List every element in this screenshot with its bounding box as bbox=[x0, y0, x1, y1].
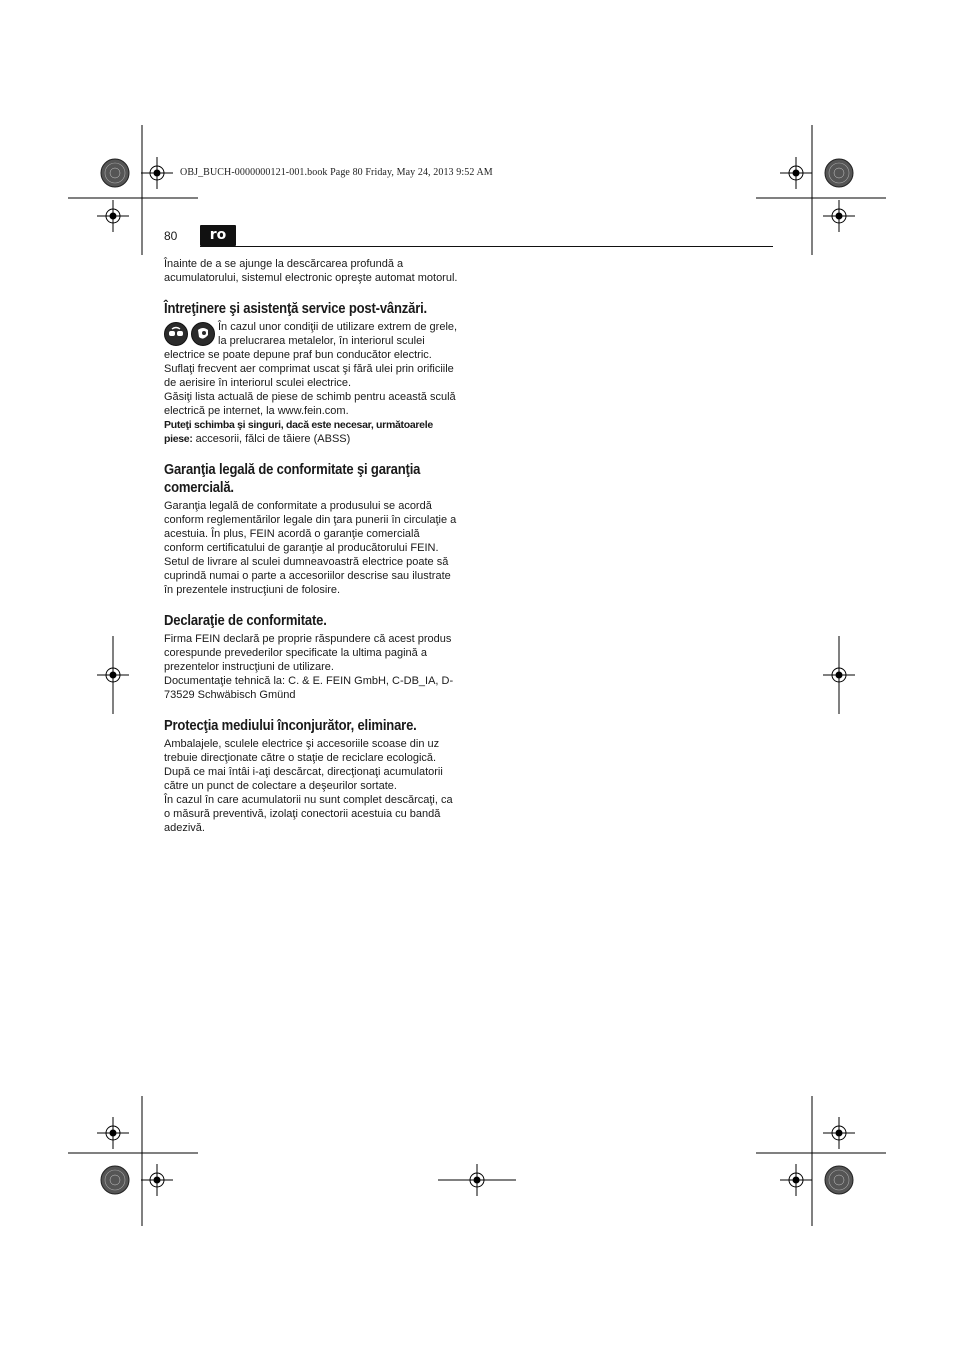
maintenance-paragraph-3 bbox=[164, 418, 460, 446]
dust-mask-icon bbox=[191, 322, 215, 346]
warranty-paragraph-1: Garanţia legală de conformitate a produsului se acordă conform reglementărilor legale din ţara punerii în circulaţie a acestuia. În plus, FEIN acordă o garanţie comercială conform certificatului de garanţie al producătorului FEIN. bbox=[164, 500, 457, 554]
color-bar-icon bbox=[101, 1166, 129, 1194]
page-number: 80 bbox=[164, 229, 178, 243]
main-column bbox=[164, 257, 460, 835]
maintenance-paragraph-2: Găsiţi lista actuală de piese de schimb pentru această sculă electrică pe internet, la www.fein.com. bbox=[164, 391, 456, 417]
color-bar-icon bbox=[825, 159, 853, 187]
header-divider bbox=[200, 246, 773, 247]
warranty-paragraph-2: Setul de livrare al sculei dumneavoastră electrice poate să cuprindă numai o parte a accesoriilor descrise sau ilustrate în prezentele instrucţiuni de folosire. bbox=[164, 556, 451, 596]
color-bar-icon bbox=[101, 159, 129, 187]
maintenance-bold-lead: Puteţi schimba şi singuri, dacă este necesar, următoarele piese: bbox=[164, 419, 433, 445]
maintenance-parts-list: accesorii, fălci de tăiere (ABSS) bbox=[192, 433, 351, 445]
intro-paragraph: Înainte de a se ajunge la descărcarea profundă a acumulatorului, sistemul electronic opreşte automat motorul. bbox=[164, 258, 458, 284]
section-title-declaration: Declaraţie de conformitate. bbox=[164, 613, 327, 629]
environment-paragraph-1: Ambalajele, sculele electrice şi accesoriile scoase din uz trebuie direcţionate către o staţie de reciclare ecologică. bbox=[164, 738, 440, 764]
section-title-warranty: Garanţia legală de conformitate şi garanţia comercială. bbox=[164, 462, 421, 496]
language-badge: ro bbox=[200, 225, 236, 246]
section-title-maintenance: Întreţinere şi asistenţă service post-vânzări. bbox=[164, 301, 427, 317]
safety-goggles-icon bbox=[164, 322, 188, 346]
declaration-paragraph-2: Documentaţie tehnică la: C. & E. FEIN GmbH, C-DB_IA, D-73529 Schwäbisch Gmünd bbox=[164, 675, 454, 701]
registration-mark-icon bbox=[141, 157, 173, 189]
color-bar-icon bbox=[825, 1166, 853, 1194]
print-slug: OBJ_BUCH-0000000121-001.book Page 80 Friday, May 24, 2013 9:52 AM bbox=[180, 167, 493, 178]
registration-mark-icon bbox=[97, 200, 129, 232]
registration-mark-icon bbox=[780, 1164, 812, 1196]
section-title-environment: Protecţia mediului înconjurător, eliminare. bbox=[164, 718, 417, 734]
environment-paragraph-3: În cazul în care acumulatorii nu sunt complet descărcaţi, ca o măsură preventivă, izolaţi conectorii acestuia cu bandă adezivă. bbox=[164, 794, 453, 834]
registration-mark-icon bbox=[97, 1117, 129, 1149]
environment-paragraph-2: După ce mai întâi i-aţi descărcat, direcţionaţi acumulatorii către un punct de colectare a deşeurilor sortate. bbox=[164, 766, 443, 792]
registration-mark-icon bbox=[780, 157, 812, 189]
declaration-paragraph-1: Firma FEIN declară pe proprie răspundere că acest produs corespunde prevederilor specificate la ultima pagină a prezentelor instrucţiuni de utilizare. bbox=[164, 633, 452, 673]
registration-mark-icon bbox=[141, 1164, 173, 1196]
maintenance-paragraph-1: În cazul unor condiţii de utilizare extrem de grele, la prelucrarea metalelor, în interiorul sculei electrice se poate depune praf bun conducător electric. Suflaţi frecvent aer comprimat uscat şi fără ulei prin orificiile de aerisire în interiorul sculei electrice. bbox=[164, 321, 458, 389]
maintenance-body bbox=[164, 320, 460, 390]
registration-mark-icon bbox=[823, 200, 855, 232]
registration-mark-icon bbox=[823, 1117, 855, 1149]
safety-icons bbox=[164, 322, 214, 346]
